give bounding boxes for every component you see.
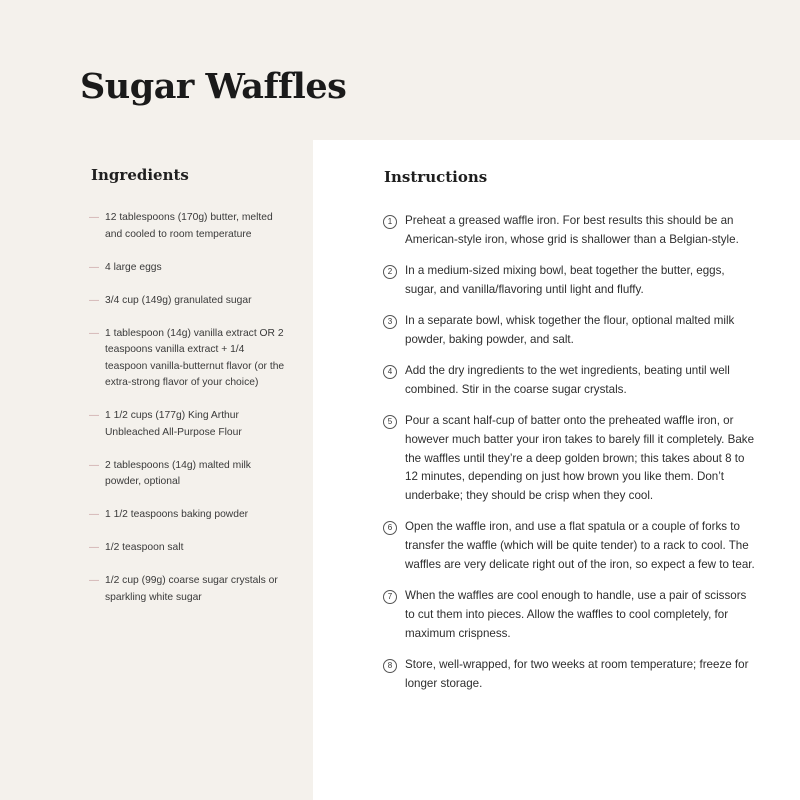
ingredient-text: 1/2 cup (99g) coarse sugar crystals or sparkling white sugar	[105, 575, 278, 603]
ingredient-text: 1 1/2 cups (177g) King Arthur Unbleached All-Purpose Flour	[105, 410, 242, 438]
ingredient-text: 1 tablespoon (14g) vanilla extract OR 2 teaspoons vanilla extract + 1/4 teaspoon vanilla-butternut flavor (or the extra-strong flavor of your choice)	[105, 327, 285, 388]
instruction-step	[383, 362, 755, 400]
step-text: Pour a scant half-cup of batter onto the preheated waffle iron, or however much batter your iron takes to barely fill it completely. Bake the waffles until they’re a deep golden brown; this takes about 8 to 12 minutes, depending on just how brown you like them. Don’t underbake; they should be crisp when they cool.	[405, 413, 755, 503]
step-text: Add the dry ingredients to the wet ingredients, beating until well combined. Stir in the coarse sugar crystals.	[405, 363, 730, 396]
ingredient-item	[89, 507, 289, 524]
dash-icon: —	[89, 261, 99, 273]
ingredient-text: 2 tablespoons (14g) malted milk powder, optional	[105, 459, 251, 487]
step-text: When the waffles are cool enough to handle, use a pair of scissors to cut them into pieces. Allow the waffles to cool completely, for maximum crispness.	[405, 589, 747, 640]
dash-icon: —	[89, 410, 99, 421]
dash-icon: —	[89, 327, 99, 339]
instruction-step	[383, 518, 755, 574]
ingredient-item	[89, 210, 289, 243]
dash-icon: —	[89, 294, 99, 306]
step-number-icon: 4	[383, 365, 397, 379]
step-number-icon: 6	[383, 521, 397, 535]
step-number-icon: 8	[383, 659, 397, 673]
dash-icon: —	[89, 212, 99, 223]
ingredients-heading: Ingredients	[91, 166, 189, 184]
step-text: In a medium-sized mixing bowl, beat together the butter, eggs, sugar, and vanilla/flavoring until light and fluffy.	[405, 263, 725, 296]
step-number-icon: 5	[383, 415, 397, 429]
step-number-icon: 3	[383, 315, 397, 329]
instruction-step	[383, 262, 755, 300]
ingredient-text: 1/2 teaspoon salt	[105, 542, 184, 553]
instruction-step	[383, 212, 755, 250]
instruction-step	[383, 656, 755, 694]
instruction-step	[383, 412, 755, 506]
ingredient-item	[89, 408, 289, 441]
step-text: Open the waffle iron, and use a flat spatula or a couple of forks to transfer the waffle (which will be quite tender) to a rack to cool. The waffles are very delicate right out of the iron, so expect a few to tear.	[405, 520, 755, 571]
ingredient-item	[89, 458, 289, 491]
dash-icon: —	[89, 542, 99, 553]
instruction-step	[383, 312, 755, 350]
instruction-step	[383, 587, 755, 643]
instructions-heading: Instructions	[384, 168, 488, 186]
ingredients-list	[89, 210, 289, 623]
step-number-icon: 1	[383, 215, 397, 229]
dash-icon: —	[89, 509, 99, 520]
ingredient-item	[89, 260, 289, 277]
ingredient-item	[89, 293, 289, 310]
ingredient-text: 4 large eggs	[105, 261, 162, 273]
ingredient-text: 1 1/2 teaspoons baking powder	[105, 509, 249, 520]
ingredient-text: 12 tablespoons (170g) butter, melted and cooled to room temperature	[105, 212, 273, 240]
ingredient-text: 3/4 cup (149g) granulated sugar	[105, 294, 252, 306]
page-title: Sugar Waffles	[80, 66, 347, 107]
step-text: In a separate bowl, whisk together the flour, optional malted milk powder, baking powder, and salt.	[405, 313, 735, 346]
step-text: Store, well-wrapped, for two weeks at room temperature; freeze for longer storage.	[405, 657, 749, 690]
step-text: Preheat a greased waffle iron. For best results this should be an American-style iron, whose grid is shallower than a Belgian-style.	[405, 214, 739, 246]
dash-icon: —	[89, 459, 99, 471]
dash-icon: —	[89, 575, 99, 586]
instructions-list	[383, 212, 755, 706]
step-number-icon: 2	[383, 265, 397, 279]
ingredient-item	[89, 540, 289, 557]
step-number-icon: 7	[383, 590, 397, 604]
ingredient-item	[89, 573, 289, 606]
ingredient-item	[89, 326, 289, 392]
